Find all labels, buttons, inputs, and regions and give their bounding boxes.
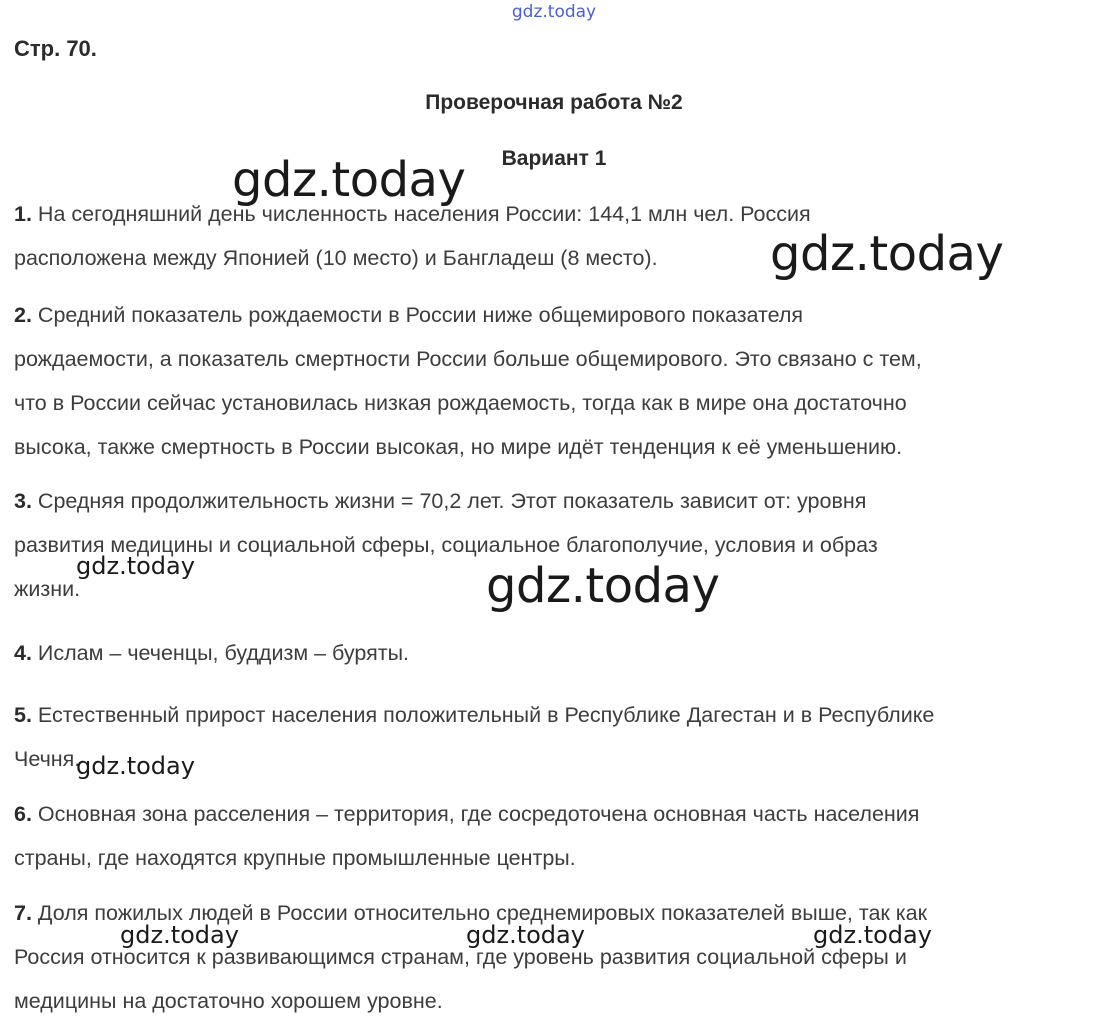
answer-text: На сегодняшний день численность населения России: 144,1 млн чел. Россия	[37, 202, 811, 226]
watermark: gdz.today	[76, 752, 195, 780]
answer-text: Средняя продолжительность жизни = 70,2 лет. Этот показатель зависит от: уровня	[37, 489, 867, 513]
answer-6	[14, 792, 1102, 880]
answer-number: 5.	[14, 703, 32, 727]
answer-line: расположена между Японией (10 место) и Бангладеш (8 место).	[14, 246, 658, 270]
answer-number: 7.	[14, 901, 32, 925]
answer-5	[14, 693, 1102, 781]
answer-line: высока, также смертность в России высокая, но мире идёт тенденция к её уменьшению.	[14, 435, 903, 459]
answer-line: что в России сейчас установилась низкая рождаемость, тогда как в мире она достаточно	[14, 391, 907, 415]
answer-line	[14, 293, 1102, 337]
answer-text: Ислам – чеченцы, буддизм – буряты.	[37, 641, 410, 665]
answer-text: Средний показатель рождаемости в России ниже общемирового показателя	[37, 303, 804, 327]
answer-line: жизни.	[14, 577, 81, 601]
answer-number: 1.	[14, 202, 32, 226]
answer-line: развития медицины и социальной сферы, социальное благополучие, условия и образ	[14, 533, 878, 557]
answer-3	[14, 479, 1102, 611]
answer-text: Основная зона расселения – территория, где сосредоточена основная часть населения	[37, 802, 920, 826]
answer-text: Доля пожилых людей в России относительно среднемировых показателей выше, так как	[37, 901, 928, 925]
answer-line: рождаемости, а показатель смертности России больше общемирового. Это связано с тем,	[14, 347, 922, 371]
worksheet-title: Проверочная работа №2	[425, 91, 683, 114]
watermark: gdz.today	[813, 921, 932, 949]
answer-line	[14, 792, 1102, 836]
answer-line: Чечня.	[14, 747, 81, 771]
page-number: Стр. 70.	[14, 36, 97, 61]
variant-heading: Вариант 1	[501, 147, 607, 170]
answer-line: страны, где находятся крупные промышленные центры.	[14, 846, 576, 870]
watermark: gdz.today	[120, 921, 239, 949]
watermark: gdz.today	[232, 152, 466, 208]
answer-7	[14, 891, 1102, 1023]
answer-line: Россия относится к развивающимся странам, где уровень развития социальной сферы и	[14, 945, 907, 969]
answer-number: 2.	[14, 303, 32, 327]
answer-line	[14, 693, 1102, 737]
answer-line	[14, 891, 1102, 935]
watermark: gdz.today	[770, 226, 1004, 282]
answer-line	[14, 631, 1102, 675]
answer-number: 3.	[14, 489, 32, 513]
watermark: gdz.today	[486, 558, 720, 614]
watermark: gdz.today	[466, 921, 585, 949]
answer-number: 6.	[14, 802, 32, 826]
site-label[interactable]: gdz.today	[511, 2, 597, 22]
answer-text: Естественный прирост населения положительный в Республике Дагестан и в Республике	[37, 703, 935, 727]
watermark: gdz.today	[76, 552, 195, 580]
answer-2	[14, 293, 1102, 469]
answer-line	[14, 479, 1102, 523]
answer-line: медицины на достаточно хорошем уровне.	[14, 989, 443, 1013]
answer-4	[14, 631, 1102, 675]
answer-number: 4.	[14, 641, 32, 665]
answer-line	[14, 192, 1102, 236]
answer-1	[14, 192, 1102, 280]
